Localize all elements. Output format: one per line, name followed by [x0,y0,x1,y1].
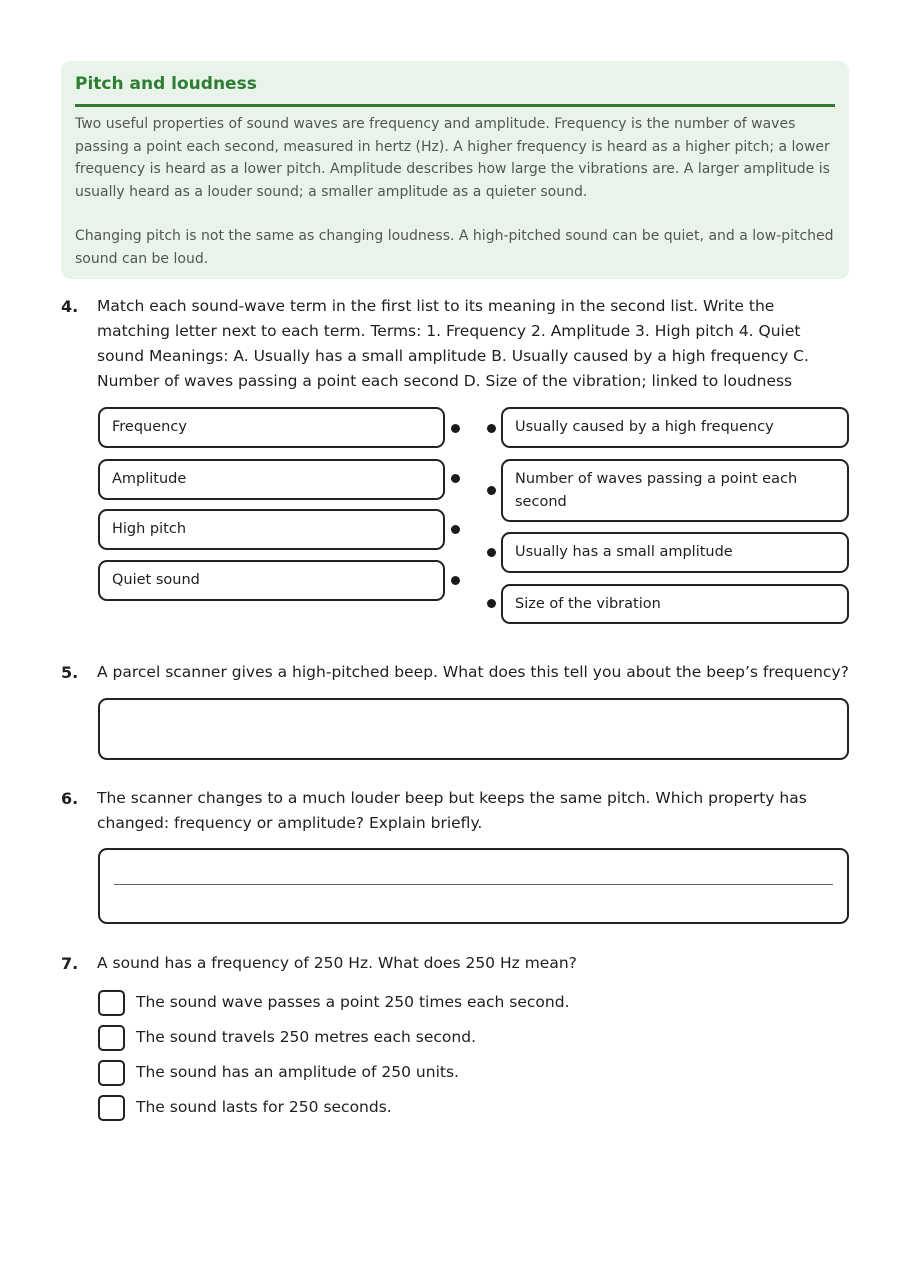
info-divider [75,104,835,107]
match-meaning-small-amplitude: Usually has a small amplitude [501,532,849,573]
match-dot-term-3[interactable] [451,525,460,534]
question-number: 7. [61,954,79,973]
match-term-high-pitch: High pitch [98,509,445,550]
match-dot-meaning-3[interactable] [487,548,496,557]
match-term-amplitude: Amplitude [98,459,445,500]
info-paragraph-2: Changing pitch is not the same as changing loudness. A high-pitched sound can be quiet, and a low-pitched sound can be loud. [75,228,834,267]
answer-box-q6[interactable] [98,848,849,924]
answer-writing-line [114,884,833,885]
option-label: The sound wave passes a point 250 times each second. [136,993,570,1011]
match-dot-term-1[interactable] [451,424,460,433]
match-term-frequency: Frequency [98,407,445,448]
question-text: A sound has a frequency of 250 Hz. What does 250 Hz mean? [97,954,577,972]
question-number: 4. [61,297,79,316]
match-dot-term-4[interactable] [451,576,460,585]
question-7 [61,951,851,976]
checkbox[interactable] [98,1095,125,1121]
match-dot-meaning-1[interactable] [487,424,496,433]
question-text: The scanner changes to a much louder beep but keeps the same pitch. Which property has changed: frequency or amplitude? Explain briefly. [97,789,807,832]
match-term-quiet-sound: Quiet sound [98,560,445,601]
question-6 [61,786,851,836]
match-dot-meaning-2[interactable] [487,486,496,495]
info-title: Pitch and loudness [75,74,257,94]
info-box [61,61,849,279]
info-paragraph-1: Two useful properties of sound waves are frequency and amplitude. Frequency is the number of waves passing a point each second, measured in hertz (Hz). A higher frequency is heard as a higher pitch; a lower frequency is heard as a lower pitch. Amplitude describes how large the vibrations are. A larger amplitude is usually heard as a louder sound; a smaller amplitude as a quieter sound. [75,116,830,200]
checkbox[interactable] [98,1025,125,1051]
question-text: Match each sound-wave term in the first list to its meaning in the second list. Write the matching letter next to each term. Terms: 1. Frequency 2. Amplitude 3. High pitch 4. Quiet sound Meanings: A. Usually has a small amplitude B. Usually caused by a high frequency C. Number of waves passing a point each second D. Size of the vibration; linked to loudness [97,297,809,390]
question-text: A parcel scanner gives a high-pitched beep. What does this tell you about the beep’s frequency? [97,663,849,681]
match-dot-meaning-4[interactable] [487,599,496,608]
option-1[interactable] [98,990,798,1016]
option-label: The sound lasts for 250 seconds. [136,1098,392,1116]
question-5 [61,660,851,685]
question-4 [61,294,851,394]
checkbox[interactable] [98,990,125,1016]
answer-box-q5[interactable] [98,698,849,760]
checkbox[interactable] [98,1060,125,1086]
question-number: 5. [61,663,79,682]
option-4[interactable] [98,1095,798,1121]
match-dot-term-2[interactable] [451,474,460,483]
option-3[interactable] [98,1060,798,1086]
option-label: The sound travels 250 metres each second. [136,1028,477,1046]
question-number: 6. [61,789,79,808]
match-meaning-number-of-waves: Number of waves passing a point each second [501,459,849,522]
option-label: The sound has an amplitude of 250 units. [136,1063,459,1081]
match-meaning-vibration-size: Size of the vibration [501,584,849,624]
match-meaning-high-frequency: Usually caused by a high frequency [501,407,849,448]
option-2[interactable] [98,1025,798,1051]
